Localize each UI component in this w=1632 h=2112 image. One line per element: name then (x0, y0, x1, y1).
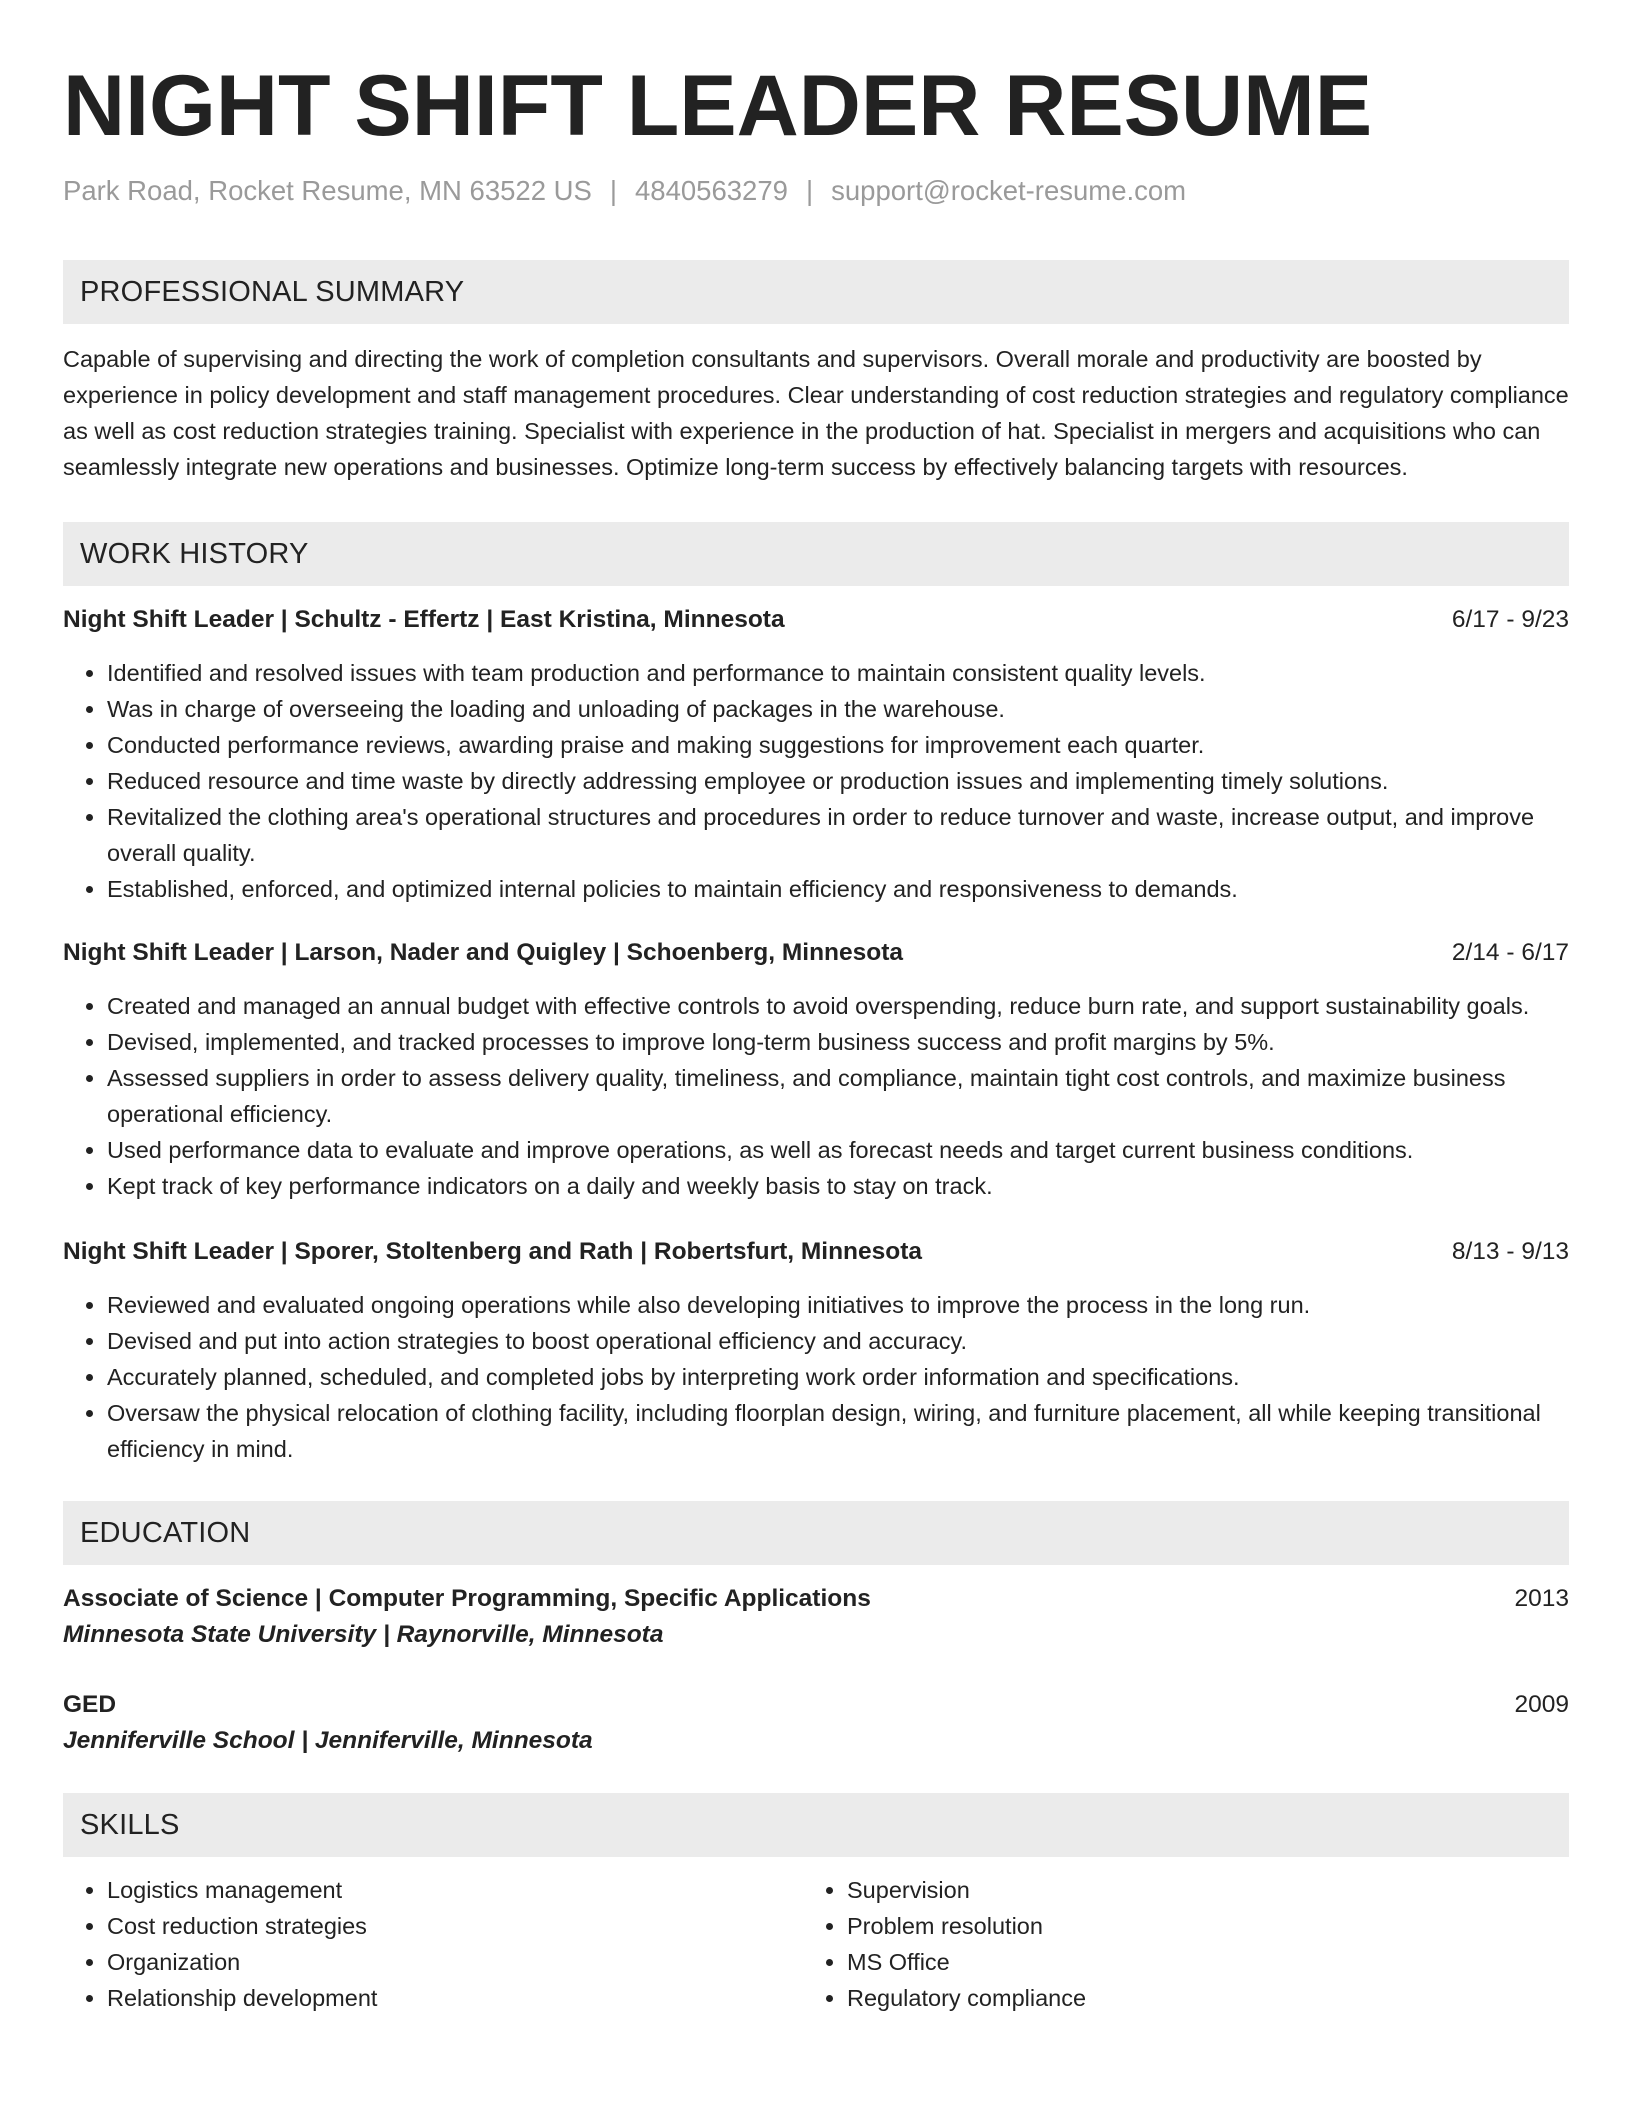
job-bullet: • Created and managed an annual budget with effective controls to avoid overspending, reduce burn rate, and support sustainability goals. (107, 988, 1569, 1024)
job-bullet: • Devised and put into action strategies to boost operational efficiency and accuracy. (107, 1323, 1569, 1359)
skill-item: • Logistics management (107, 1872, 803, 1908)
education-year: 2009 (1514, 1691, 1569, 1718)
job-bullet: • Devised, implemented, and tracked processes to improve long-term business success and profit margins by 5%. (107, 1024, 1569, 1060)
job-bullet: • Accurately planned, scheduled, and completed jobs by interpreting work order information and specifications. (107, 1359, 1569, 1395)
contact-line (63, 174, 1569, 208)
job-dates: 6/17 - 9/23 (1451, 606, 1569, 633)
job-bullet: • Was in charge of overseeing the loading and unloading of packages in the warehouse. (107, 691, 1569, 727)
skill-item: • Cost reduction strategies (107, 1908, 803, 1944)
section-heading-work-history: WORK HISTORY (63, 522, 1569, 586)
job-bullet: • Assessed suppliers in order to assess delivery quality, timeliness, and compliance, maintain tight cost controls, and maximize business operational efficiency. (107, 1060, 1569, 1132)
education-header (63, 1582, 1569, 1616)
job-bullet: • Identified and resolved issues with team production and performance to maintain consistent quality levels. (107, 655, 1569, 691)
skill-item: • Problem resolution (847, 1908, 1543, 1944)
job-header (63, 936, 1569, 970)
education-school: Jenniferville School | Jenniferville, Minnesota (63, 1727, 593, 1754)
section-heading-education: EDUCATION (63, 1501, 1569, 1565)
job-header (63, 603, 1569, 637)
job-bullet: • Revitalized the clothing area's operational structures and procedures in order to reduce turnover and waste, increase output, and improve overall quality. (107, 799, 1569, 871)
contact-separator: | (609, 175, 617, 206)
skill-item: • Relationship development (107, 1980, 803, 2016)
job-bullets (63, 655, 1569, 907)
education-degree: Associate of Science | Computer Programming, Specific Applications (63, 1585, 871, 1612)
skills-columns (63, 1872, 1569, 2016)
contact-separator: | (805, 175, 814, 206)
job-bullet: • Used performance data to evaluate and improve operations, as well as forecast needs and target current business conditions. (107, 1132, 1569, 1168)
skills-list (63, 1872, 803, 2016)
skills-list (803, 1872, 1543, 2016)
skill-item: • Supervision (847, 1872, 1543, 1908)
resume-title: NIGHT SHIFT LEADER RESUME (63, 58, 1373, 154)
job-entry (63, 603, 1569, 907)
job-bullet: • Reduced resource and time waste by directly addressing employee or production issues and implementing timely solutions. (107, 763, 1569, 799)
job-bullet: • Conducted performance reviews, awarding praise and making suggestions for improvement each quarter. (107, 727, 1569, 763)
skill-item: • MS Office (847, 1944, 1543, 1980)
contact-phone: 4840563279 (635, 175, 788, 206)
job-bullets (63, 1287, 1569, 1467)
education-school: Minnesota State University | Raynorville, Minnesota (63, 1621, 664, 1648)
job-bullets (63, 988, 1569, 1204)
section-heading-skills: SKILLS (63, 1793, 1569, 1857)
summary-text: Capable of supervising and directing the work of completion consultants and supervisors. Overall morale and productivity are boosted by experience in policy development and staff management procedures. Clear understanding of cost reduction strategies and regulatory compliance as well as cost reduction strategies training. Specialist with experience in the production of hat. Specialist in mergers and acquisitions who can seamlessly integrate new operations and businesses. Optimize long-term success by effectively balancing targets with resources. (63, 346, 1569, 480)
section-heading-summary: PROFESSIONAL SUMMARY (63, 260, 1569, 324)
education-header (63, 1688, 1569, 1722)
job-bullet: • Kept track of key performance indicators on a daily and weekly basis to stay on track. (107, 1168, 1569, 1204)
job-bullet: • Established, enforced, and optimized internal policies to maintain efficiency and responsiveness to demands. (107, 871, 1569, 907)
job-header (63, 1235, 1569, 1269)
job-bullet: • Reviewed and evaluated ongoing operations while also developing initiatives to improve the process in the long run. (107, 1287, 1569, 1323)
contact-address: Park Road, Rocket Resume, MN 63522 US (63, 175, 592, 206)
education-entry (63, 1582, 1569, 1654)
contact-email: support@rocket-resume.com (831, 175, 1187, 206)
job-dates: 2/14 - 6/17 (1451, 939, 1569, 966)
job-title: Night Shift Leader | Schultz - Effertz | East Kristina, Minnesota (63, 606, 785, 633)
job-bullet: • Oversaw the physical relocation of clothing facility, including floorplan design, wiring, and furniture placement, all while keeping transitional efficiency in mind. (107, 1395, 1569, 1467)
education-degree: GED (63, 1691, 117, 1718)
job-entry (63, 936, 1569, 1204)
job-entry (63, 1235, 1569, 1467)
job-dates: 8/13 - 9/13 (1451, 1238, 1569, 1265)
job-title: Night Shift Leader | Sporer, Stoltenberg and Rath | Robertsfurt, Minnesota (63, 1238, 923, 1265)
skill-item: • Regulatory compliance (847, 1980, 1543, 2016)
skills-column-right (803, 1872, 1543, 2016)
skill-item: • Organization (107, 1944, 803, 1980)
skills-column-left (63, 1872, 803, 2016)
job-title: Night Shift Leader | Larson, Nader and Quigley | Schoenberg, Minnesota (63, 939, 904, 966)
education-entry (63, 1688, 1569, 1760)
education-year: 2013 (1514, 1585, 1569, 1612)
